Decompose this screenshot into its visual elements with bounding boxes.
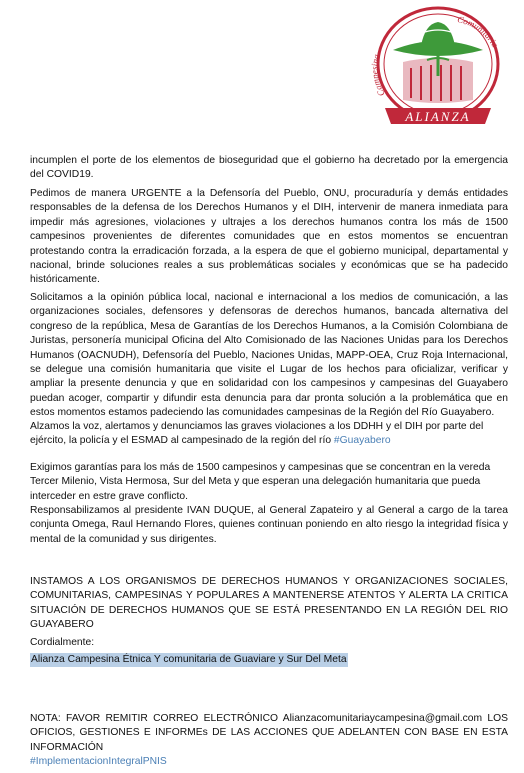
signature-block: [30, 653, 508, 667]
signature-organization: Alianza Campesina Étnica Y comunitaria de Guaviare y Sur Del Meta: [30, 653, 348, 667]
paragraph-guarantees: Exigimos garantías para los más de 1500 campesinos y campesinas que se concentran en la vereda Tercer Milenio, Vista Hermosa, Sur del Meta y que esperan una delegación humanitaria que pueda interceder en estre grave conflicto.: [30, 462, 491, 502]
paragraph-responsibility: Responsabilizamos al presidente IVAN DUQUE, al General Zapateiro y al General a cargo de la tarea conjunta Omega, Raul Hernando Flores, quienes continuan poniendo en alto riesgo la integridad física y mental de la comunidad y sus dirigentes.: [30, 505, 508, 545]
paragraph-call-to-organizations: INSTAMOS A LOS ORGANISMOS DE DERECHOS HUMANOS Y ORGANIZACIONES SOCIALES, COMUNITARIAS, CAMPESINAS Y POPULARES A MANTENERSE ATENTOS Y ALERTA LA CRITICA SITUACIÓN DE DERECHOS HUMANOS QUE SE ESTÁ PRESENTANDO EN LA REGIÓN DEL RIO GUAYABERO: [30, 576, 508, 631]
paragraph-denounce-text: Alzamos la voz, alertamos y denunciamos las graves violaciones a los DDHH y el DIH por parte del ejército, la policía y el ESMAD al campesinado de la región del río: [30, 421, 484, 447]
paragraph-urgent-request: Pedimos de manera URGENTE a la Defensoría del Pueblo, ONU, procuraduría y demás entidades responsables de la defensa de los Derechos Humanos y el DIH, intervenir de manera inmediata para impedir más agresiones, violaciones y ultrajes a los derechos humanos contra los más de 1500 campesinos provenientes de diferentes comunidades que en estos momentos se encuentran protestando contra la erradicación forzada, a la espera de que el gobierno municipal, departamental y nacional, brinde soluciones reales a sus problemáticas sociales y económicas que se ha padecido históricamente.: [30, 188, 508, 286]
note-text: NOTA: FAVOR REMITIR CORREO ELECTRÓNICO Alianzacomunitariaycampesina@gmail.com LOS OFICIOS, GESTIONES E INFORMEs DE LAS ACCIONES QUE ADELANTEN CON BASE EN ESTA INFORMACIÓN: [30, 713, 508, 753]
paragraph-covid: incumplen el porte de los elementos de bioseguridad que el gobierno ha decretado por la emergencia del COVID19.: [30, 155, 508, 181]
alianza-logo: [363, 2, 513, 130]
pnis-hashtag-link[interactable]: #ImplementacionIntegralPNIS: [30, 756, 167, 768]
logo-banner-text: ALIANZA: [405, 109, 471, 124]
logo-arc-right-text: Comunitaria: [456, 14, 501, 49]
closing-salutation: Cordialmente:: [30, 637, 95, 648]
logo-arc-left-text: Campesina: [369, 53, 387, 99]
note-paragraph: [30, 712, 508, 770]
paragraph-denounce: [30, 420, 508, 449]
guayabero-hashtag-link[interactable]: #Guayabero: [333, 435, 391, 447]
paragraph-public-opinion: Solicitamos a la opinión pública local, nacional e internacional a los medios de comunicación, a las organizaciones sociales, defensores y defensoras de derechos humanos, bancada alternativa del congreso de la república, Mesa de Garantías de los Derechos Humanos, a la Comisión Colombiana de Juristas, personería municipal Oficina del Alto Comisionado de las Naciones Unidas para los Derechos Humanos (OACNUDH), Defensoría del Pueblo, Naciones Unidas, MAPP-OEA, Cruz Roja Internacional, se delegue una comisión humanitaria que visite el Lugar de los hechos para oficializar, verificar y ampliar la presente denuncia y que en solidaridad con los campesinos y campesinas del Guayabero puedan acoger, compartir y difundir esta denuncia para dar pronta solución a la problemática que en estos momentos estamos padeciendo las comunidades campesinas de la Región del Río Guayabero.: [30, 292, 508, 419]
